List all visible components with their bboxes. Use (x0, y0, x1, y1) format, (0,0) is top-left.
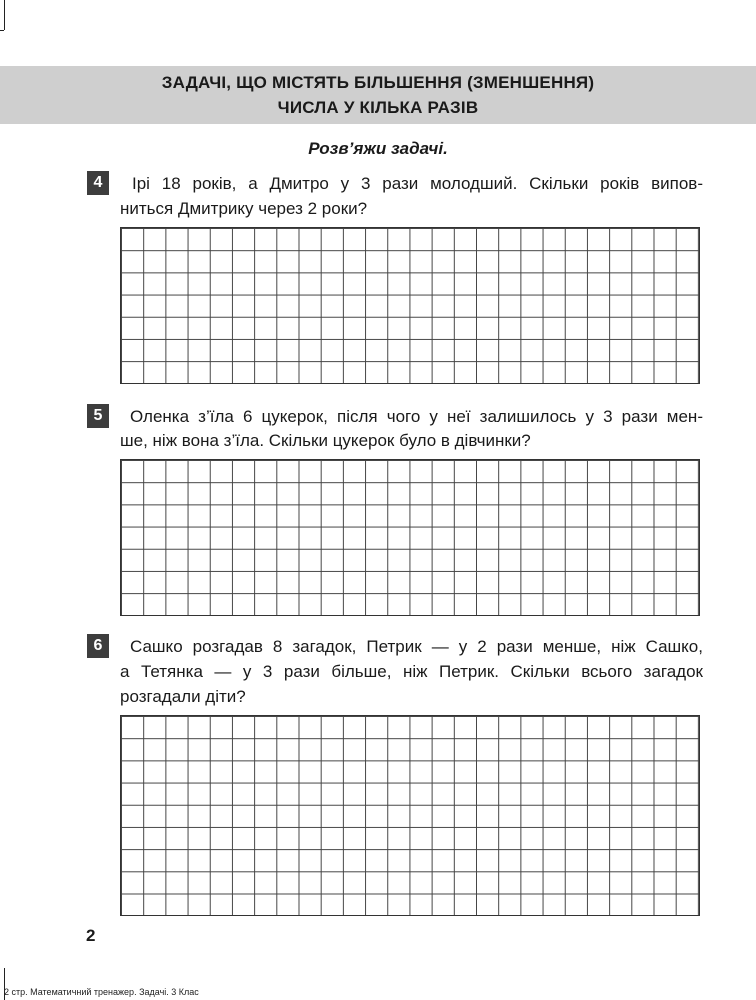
section-title-line-1: ЗАДАЧІ, ЩО МІСТЯТЬ БІЛЬШЕННЯ (ЗМЕНШЕННЯ) (161, 73, 595, 92)
page-number: 2 (86, 926, 96, 945)
task-number-badge: 6 (87, 634, 109, 658)
task-text-line: розгадали діти? (120, 687, 246, 706)
crop-mark (0, 30, 4, 31)
task-text-line: Оленка з’їла 6 цукерок, після чого у неї залишилось у 3 рази мен- (130, 407, 703, 426)
instruction: Розв’яжи задачі. (308, 139, 448, 158)
task-text-line: ниться Дмитрику через 2 роки? (120, 199, 368, 218)
task-number-badge: 5 (87, 404, 109, 428)
answer-grid[interactable] (120, 715, 700, 916)
answer-grid[interactable] (120, 459, 700, 616)
crop-mark (4, 0, 5, 30)
answer-grid[interactable] (120, 227, 700, 384)
task-number-badge: 4 (87, 171, 109, 195)
task-text-line: ше, ніж вона з’їла. Скільки цукерок було в дівчинки? (120, 431, 531, 450)
task-text-line: а Тетянка — у 3 рази більше, ніж Петрик. Скільки всього загадок (120, 662, 703, 681)
section-header (0, 66, 756, 124)
footer-slug: 2 стр. Математичний тренажер. Задачі. 3 Клас (4, 987, 199, 997)
task-text-line: Ірі 18 років, а Дмитро у 3 рази молодший. Скільки років випов- (132, 174, 703, 193)
task-text-line: Сашко розгадав 8 загадок, Петрик — у 2 рази менше, ніж Сашко, (130, 637, 703, 656)
section-title-line-2: ЧИСЛА У КІЛЬКА РАЗІВ (277, 98, 479, 117)
